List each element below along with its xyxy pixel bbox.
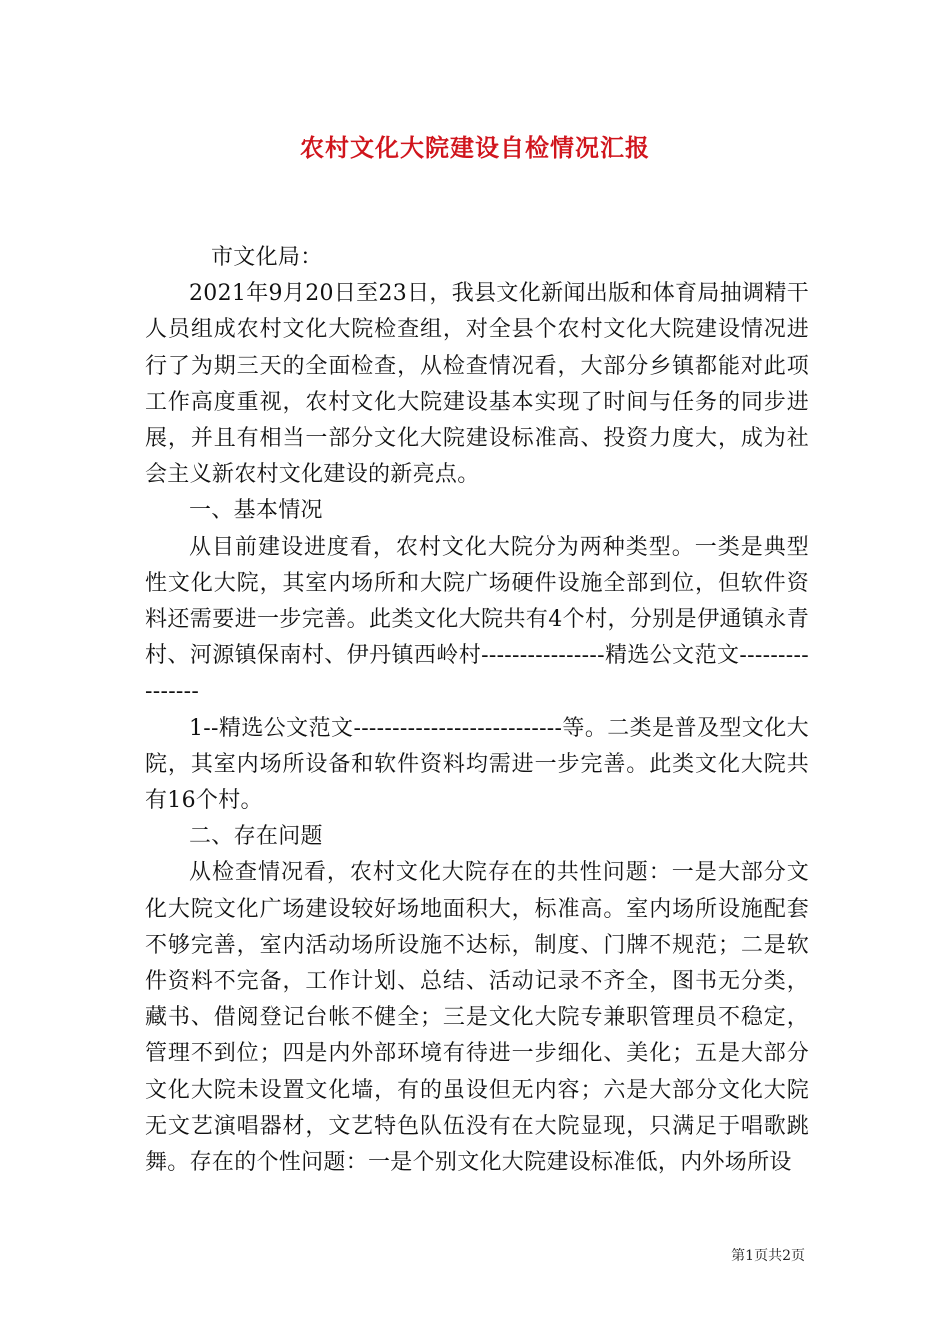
paragraph-problems: 从检查情况看，农村文化大院存在的共性问题：一是大部分文化大院文化广场建设较好场地面积大，标准高。室内场所设施配套不够完善，室内活动场所设施不达标，制度、门牌不规范；二是软件资料不完备，工作计划、总结、活动记录不齐全，图书无分类，藏书、借阅登记台帐不健全；三是文化大院专兼职管理员不稳定，管理不到位；四是内外部环境有待进一步细化、美化；五是大部分文化大院未设置文化墙，有的虽设但无内容；六是大部分文化大院无文艺演唱器材，文艺特色队伍没有在大院显现，只满足于唱歌跳舞。存在的个性问题：一是个别文化大院建设标准低，内外场所设 <box>145 860 809 1176</box>
paragraph-intro: 2021年9月20日至23日，我县文化新闻出版和体育局抽调精干人员组成农村文化大院检查组，对全县个农村文化大院建设情况进行了为期三天的全面检查，从检查情况看，大部分乡镇都能对此项工作高度重视，农村文化大院建设基本实现了时间与任务的同步进展，并且有相当一部分文化大院建设标准高、投资力度大，成为社会主义新农村文化建设的新亮点。 <box>145 281 809 488</box>
paragraph-basic-2: 1--精选公文范文---------------------------等。二类是普及型文化大院，其室内场所设备和软件资料均需进一步完善。此类文化大院共有16个村。 <box>145 715 809 814</box>
document-body <box>145 240 809 1181</box>
page-indicator: 第1页共2页 <box>731 1248 805 1264</box>
section-heading-basic: 一、基本情况 <box>189 498 323 524</box>
document-title: 农村文化大院建设自检情况汇报 <box>300 133 650 162</box>
paragraph-basic-1: 从目前建设进度看，农村文化大院分为两种类型。一类是典型性文化大院，其室内场所和大院广场硬件设施全部到位，但软件资料还需要进一步完善。此类文化大院共有4个村，分别是伊通镇永青村、河源镇保南村、伊丹镇西岭村----------------精选公文范文---------------- <box>145 534 809 705</box>
salutation: 市文化局： <box>211 245 323 270</box>
section-heading-problems: 二、存在问题 <box>189 824 323 850</box>
